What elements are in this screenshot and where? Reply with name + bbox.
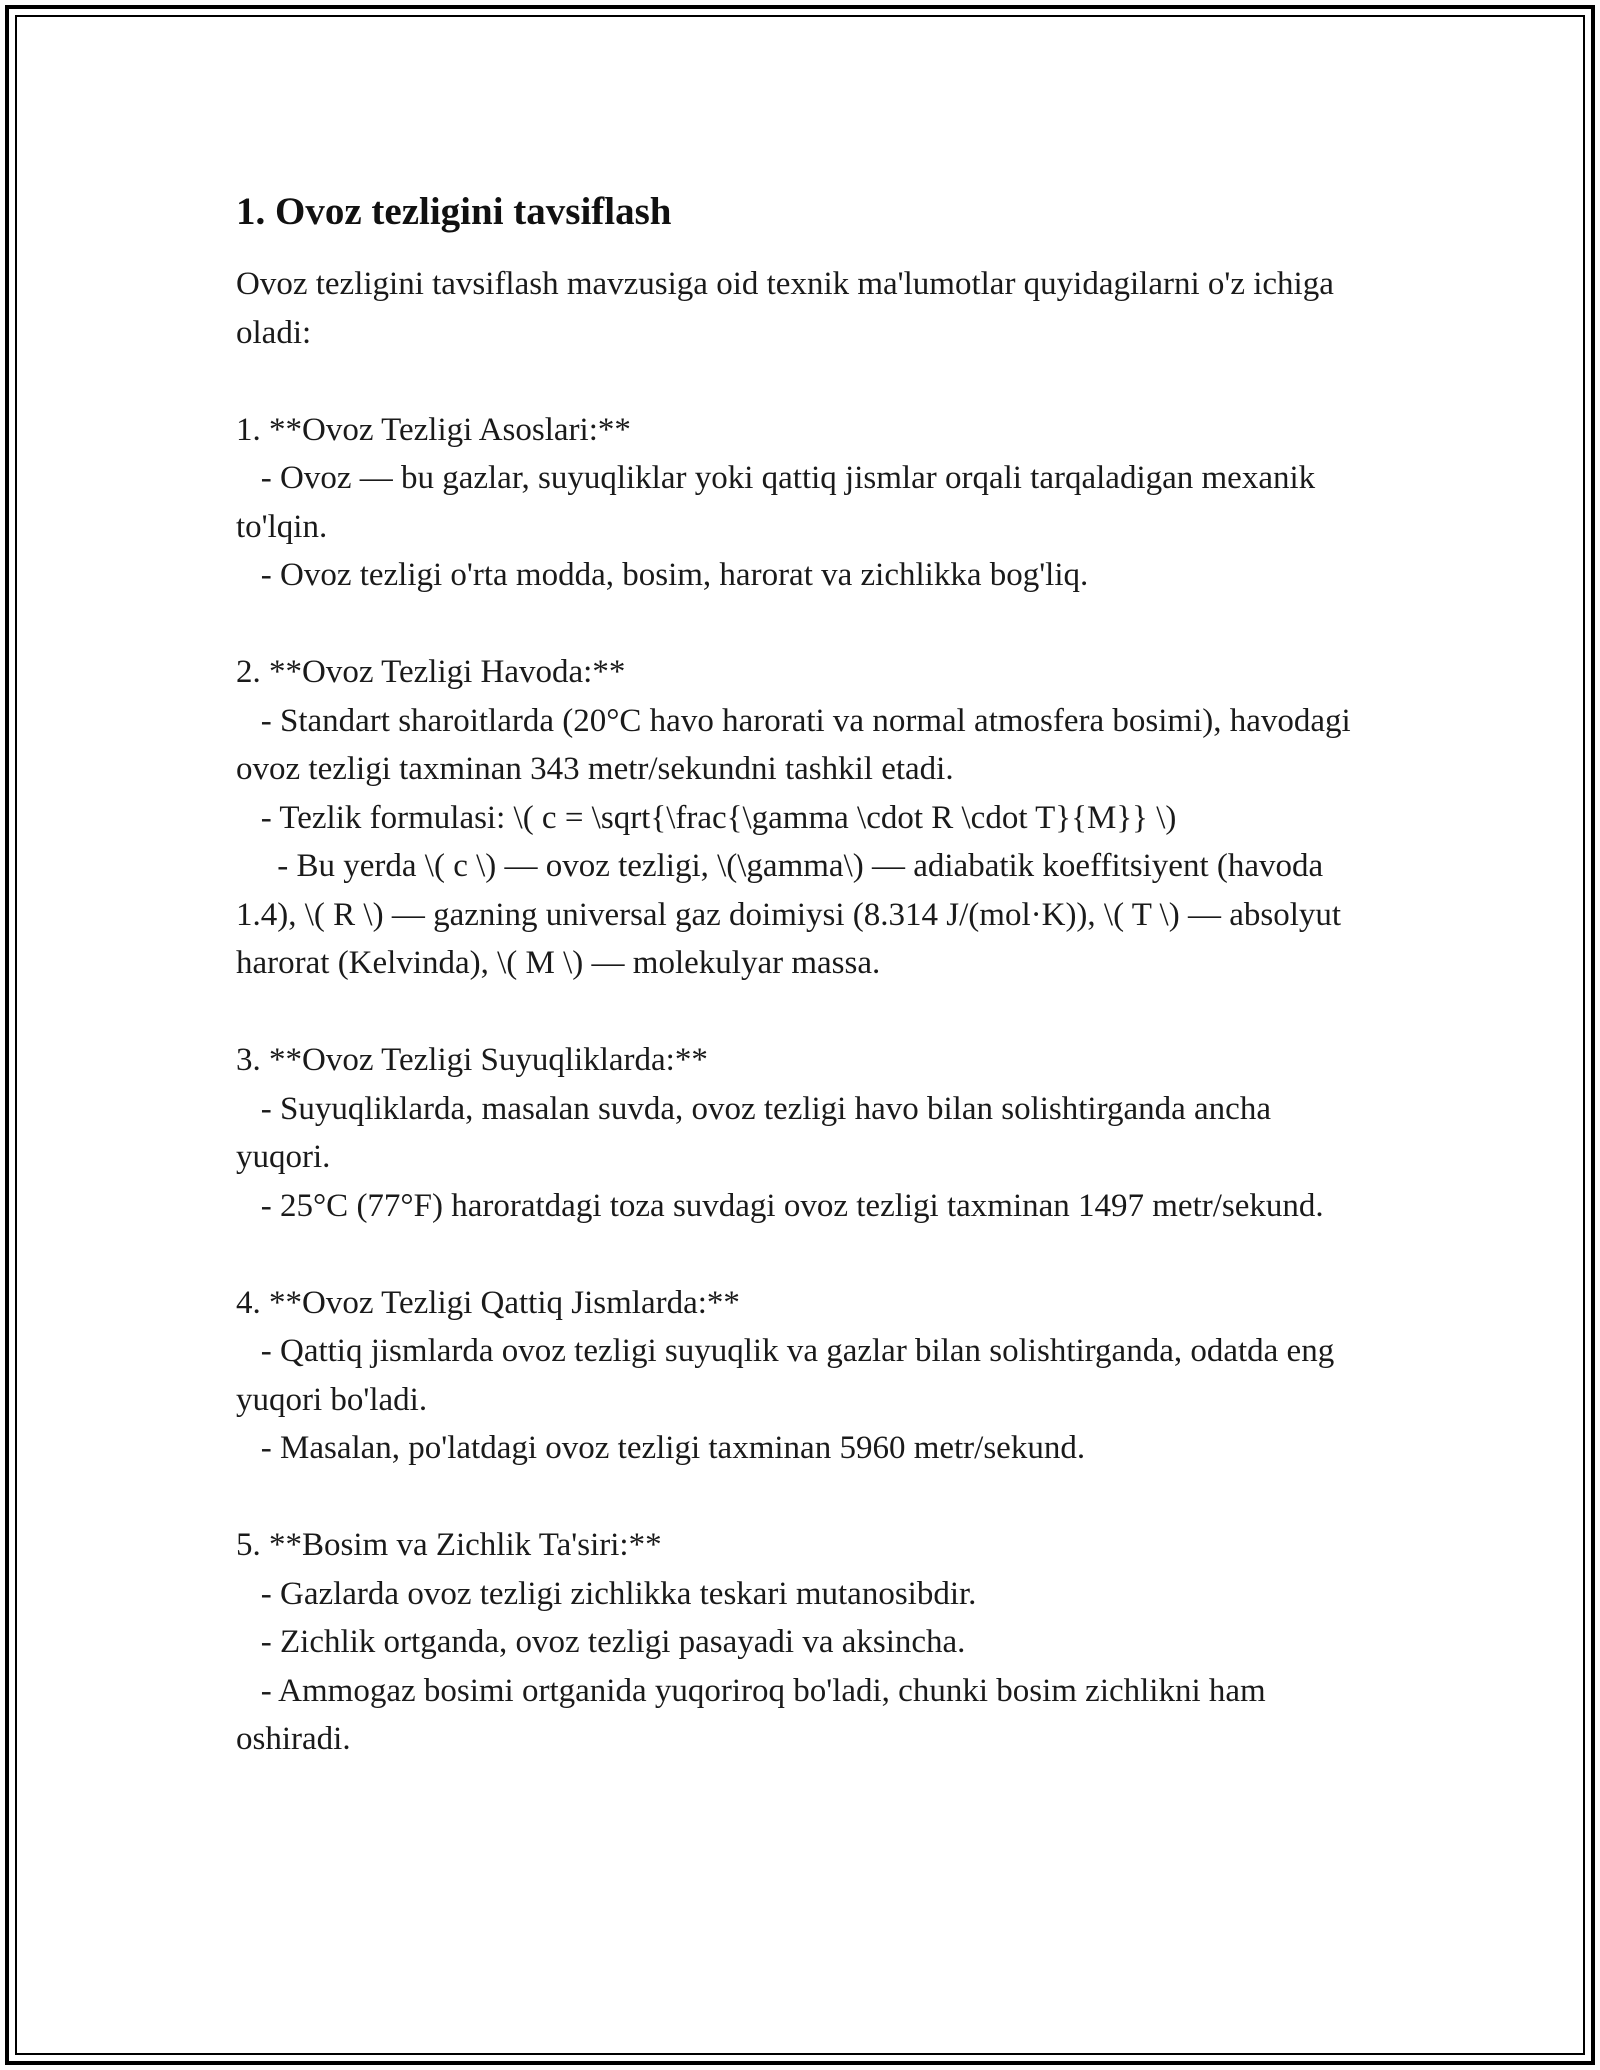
section-basics (236, 406, 1366, 600)
section-solids (236, 1279, 1366, 1473)
section-line: - Gazlarda ovoz tezligi zichlikka teskari mutanosibdir. (236, 1575, 977, 1612)
section-liquids (236, 1036, 1366, 1230)
section-line: - 25°C (77°F) haroratdagi toza suvdagi ovoz tezligi taxminan 1497 metr/sekund. (236, 1187, 1324, 1224)
section-line: - Tezlik formulasi: \( c = \sqrt{\frac{\gamma \cdot R \cdot T}{M}} \) (236, 799, 1177, 836)
section-line: - Ovoz — bu gazlar, suyuqliklar yoki qattiq jismlar orqali tarqaladigan mexanik to'lqin. (236, 460, 1324, 545)
document-body (236, 186, 1366, 1764)
section-line: - Suyuqliklarda, masalan suvda, ovoz tezligi havo bilan solishtirganda ancha yuqori. (236, 1090, 1280, 1175)
section-line: - Standart sharoitlarda (20°C havo harorati va normal atmosfera bosimi), havodagi ovoz tezligi taxminan 343 metr/sekundni tashkil etadi. (236, 702, 1359, 787)
section-line: - Ammogaz bosimi ortganida yuqoriroq bo'ladi, chunki bosim zichlikni ham oshiradi. (236, 1672, 1274, 1757)
section-title: 1. **Ovoz Tezligi Asoslari:** (236, 411, 631, 448)
section-line: - Masalan, po'latdagi ovoz tezligi taxminan 5960 metr/sekund. (236, 1430, 1086, 1466)
section-title: 3. **Ovoz Tezligi Suyuqliklarda:** (236, 1042, 708, 1078)
section-line: - Zichlik ortganda, ovoz tezligi pasayadi va aksincha. (236, 1624, 966, 1660)
section-pressure-density (236, 1521, 1366, 1764)
section-line: - Ovoz tezligi o'rta modda, bosim, harorat va zichlikka bog'liq. (236, 557, 1089, 593)
document-heading: 1. Ovoz tezligini tavsiflash (236, 190, 672, 233)
section-line: - Qattiq jismlarda ovoz tezligi suyuqlik va gazlar bilan solishtirganda, odatda eng yuqori bo'ladi. (236, 1333, 1343, 1418)
section-title: 2. **Ovoz Tezligi Havoda:** (236, 654, 626, 690)
section-title: 4. **Ovoz Tezligi Qattiq Jismlarda:** (236, 1284, 740, 1321)
section-title: 5. **Bosim va Zichlik Ta'siri:** (236, 1527, 662, 1563)
section-air (236, 648, 1366, 988)
intro-paragraph: Ovoz tezligini tavsiflash mavzusiga oid texnik ma'lumotlar quyidagilarni o'z ichiga oladi: (236, 266, 1334, 351)
section-line: - Bu yerda \( c \) — ovoz tezligi, \(\gamma\) — adiabatik koeffitsiyent (havoda 1.4), \( R \) — gazning universal gaz doimiysi (8.314 J/(mol·K)), \( T \) — absolyut harorat (Kelvinda), \( M \) — molekulyar massa. (236, 848, 1350, 981)
